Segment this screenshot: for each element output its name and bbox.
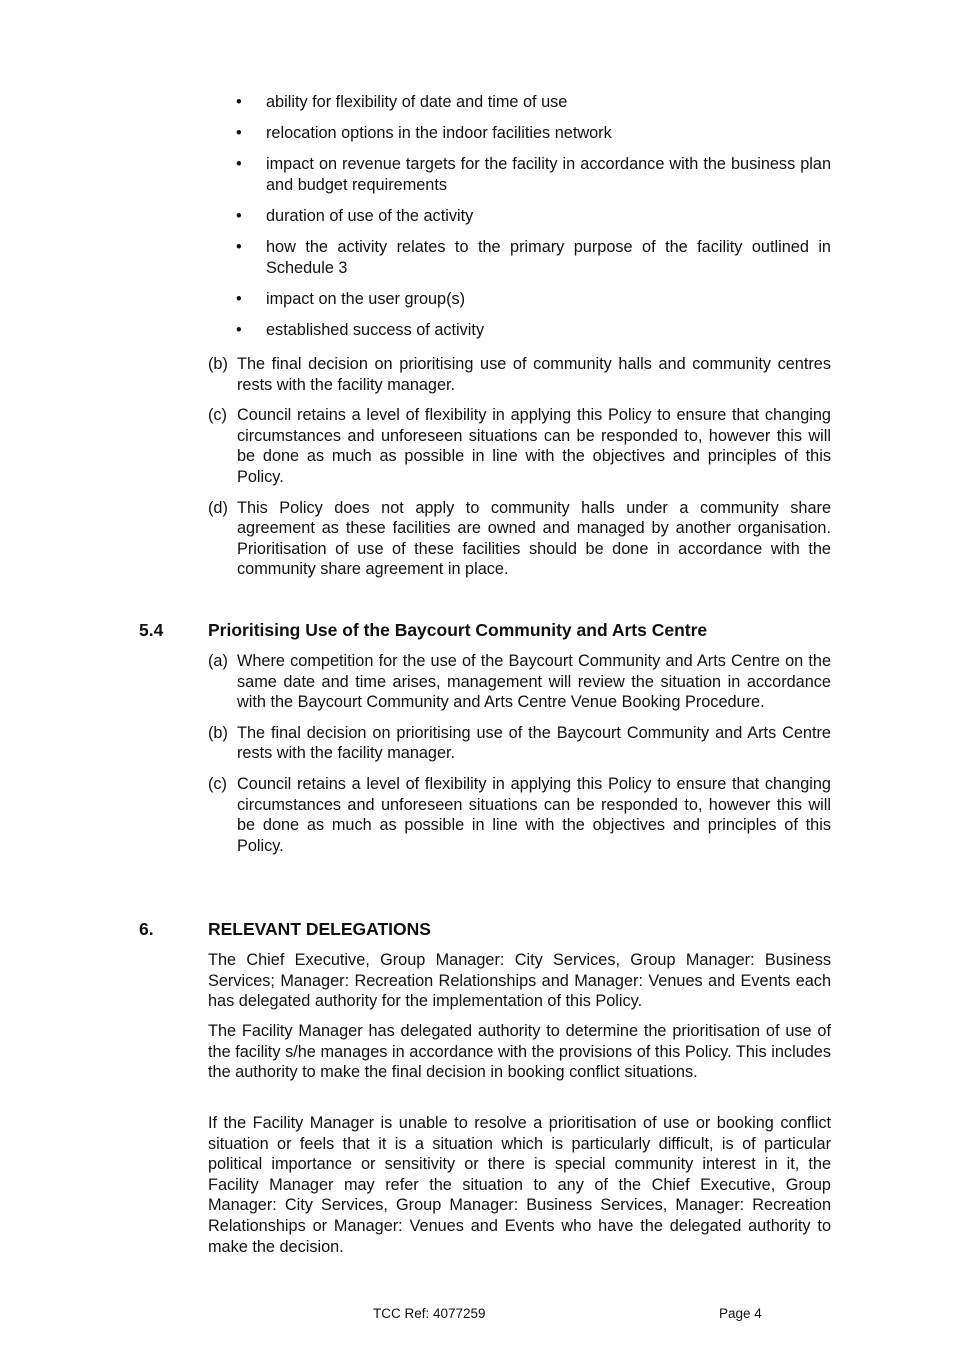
list-item: (d) This Policy does not apply to community halls under a community share agreement as these facilities are owned and managed by another organisation. Prioritisation of use of these facilities should be done in accordance with the community share agreement in place. — [208, 498, 831, 579]
paragraph: If the Facility Manager is unable to resolve a prioritisation of use or booking conflict situation or feels that it is a situation which is particularly difficult, is of particular political importance or sensitivity or there is special community interest in it, the Facility Manager may refer the situation to any of the Chief Executive, Group Manager: City Services, Group Manager: Business Services, Manager: Recreation Relationships or Manager: Venues and Events who have the delegated authority to make the decision. — [208, 1114, 831, 1256]
list-item: (c) Council retains a level of flexibility in applying this Policy to ensure that changing circumstances and unforeseen situations can be responded to, however this will be done as much as possible in line with the objectives and principles of this Policy. — [208, 406, 831, 486]
list-item: • established success of activity — [236, 321, 485, 340]
paragraph: The Chief Executive, Group Manager: City Services, Group Manager: Business Services; Manager: Recreation Relationships and Manager: Venues and Events each has delegated authority for the implementation of this Policy. — [208, 951, 831, 1011]
bullet-icon: • — [236, 290, 242, 309]
list-item: (a) Where competition for the use of the Baycourt Community and Arts Centre on the same date and time arises, management will review the situation in accordance with the Baycourt Community and Arts Centre Venue Booking Procedure. — [208, 652, 831, 712]
section-5-3-items — [208, 354, 831, 590]
list-item: • how the activity relates to the primary purpose of the facility outlined in Schedule 3 — [236, 238, 831, 277]
bullet-icon: • — [236, 207, 242, 226]
list-item: (c) Council retains a level of flexibility in applying this Policy to ensure that changing circumstances and unforeseen situations can be responded to, however this will be done as much as possible in line with the objectives and principles of this Policy. — [208, 774, 831, 855]
bullet-icon: • — [236, 321, 242, 340]
section-5-4-items — [208, 651, 831, 866]
paragraph: The Facility Manager has delegated authority to determine the prioritisation of use of the facility s/he manages in accordance with the provisions of this Policy. This includes the authority to make the final decision in booking conflict situations. — [208, 1022, 831, 1082]
list-item: • relocation options in the indoor facilities network — [236, 124, 612, 143]
list-item: (b) The final decision on prioritising use of community halls and community centres rests with the facility manager. — [208, 355, 831, 394]
footer-ref: TCC Ref: 4077259 — [373, 1306, 486, 1321]
list-item: • duration of use of the activity — [236, 207, 474, 226]
bullet-icon: • — [236, 124, 242, 143]
bullet-icon: • — [236, 155, 242, 174]
list-item: (b) The final decision on prioritising use of the Baycourt Community and Arts Centre rests with the facility manager. — [208, 723, 831, 763]
list-item: • ability for flexibility of date and time of use — [236, 93, 568, 111]
list-item: • impact on the user group(s) — [236, 290, 466, 309]
footer-page-number: Page 4 — [719, 1306, 762, 1321]
bullet-icon: • — [236, 93, 242, 111]
bullet-list — [236, 92, 831, 352]
bullet-icon: • — [236, 238, 242, 257]
list-item: • impact on revenue targets for the facility in accordance with the business plan and budget requirements — [236, 155, 831, 194]
